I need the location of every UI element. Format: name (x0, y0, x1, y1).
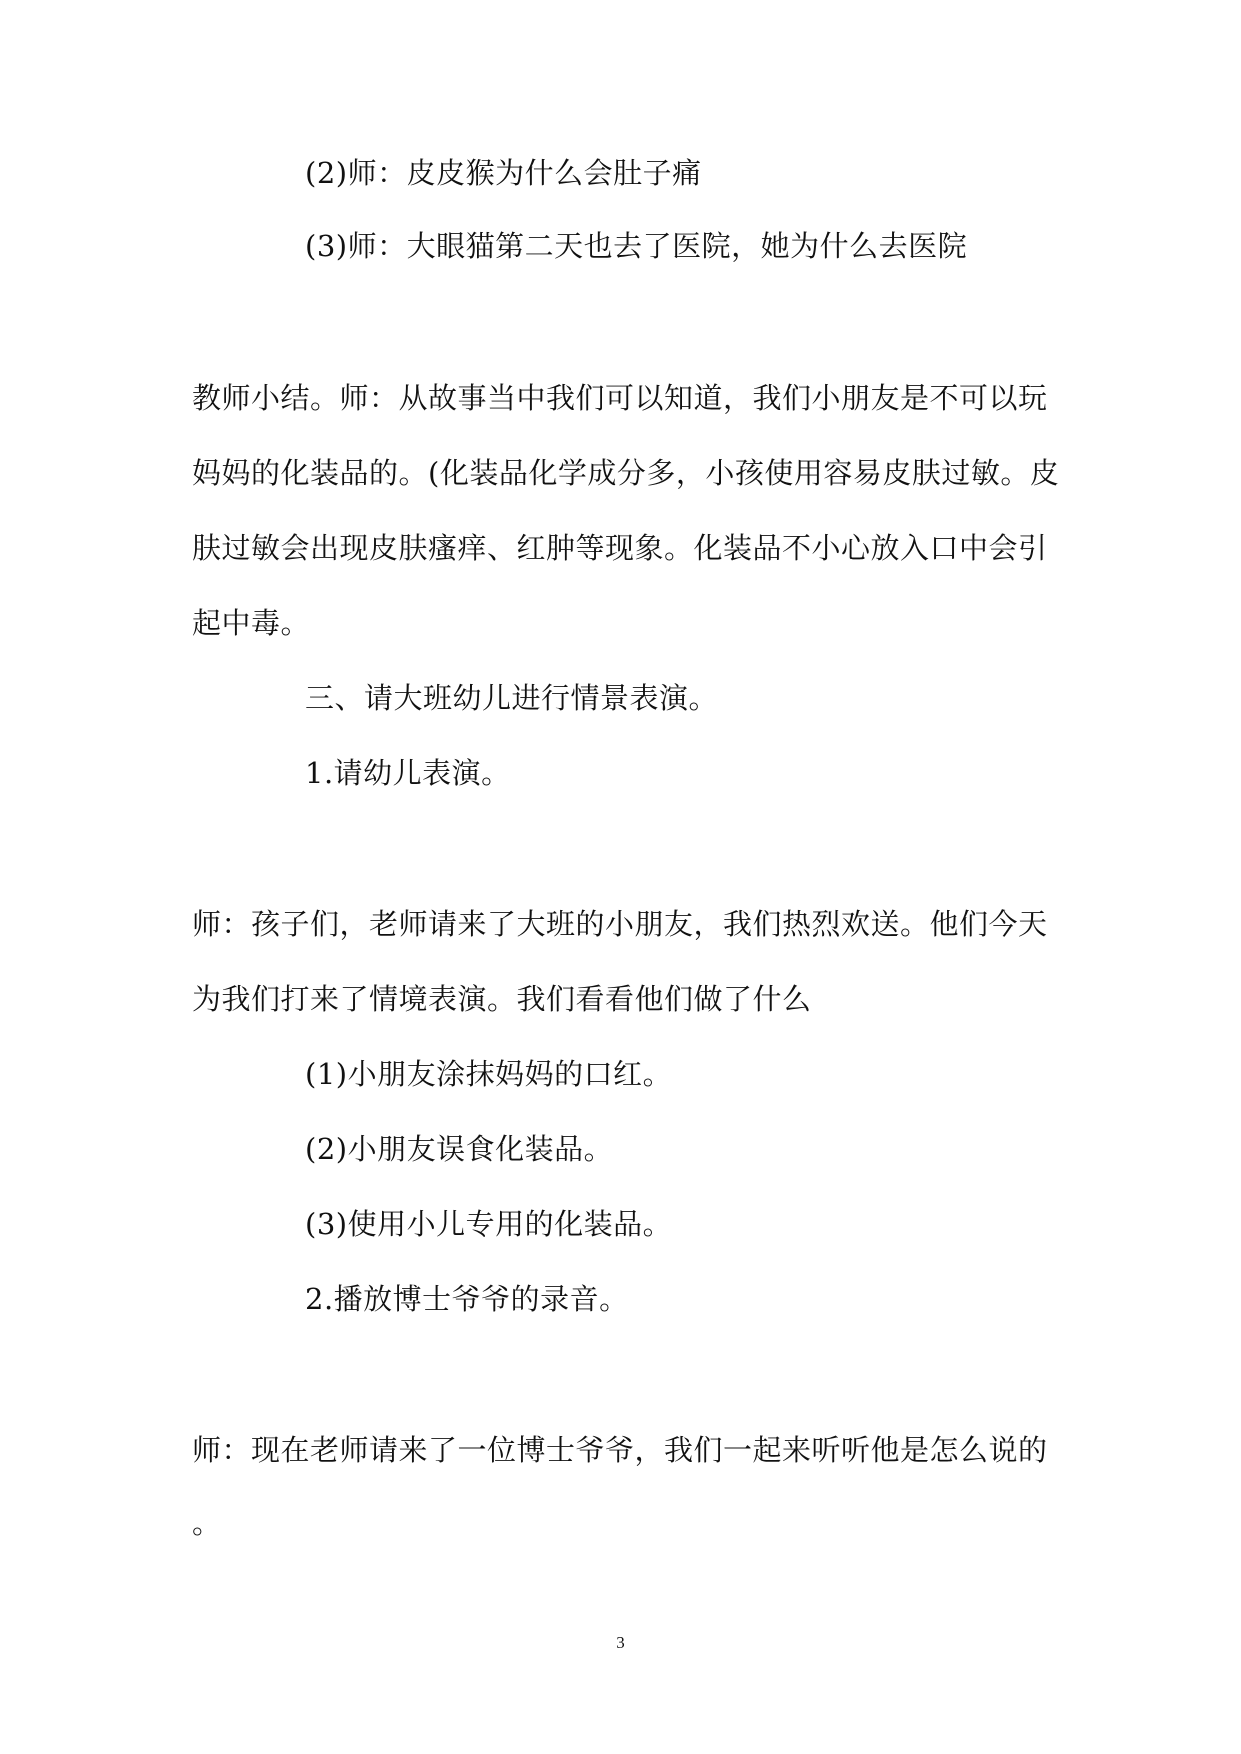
text-line: 教师小结。师：从故事当中我们可以知道，我们小朋友是不可以玩 (192, 381, 1048, 415)
text-line: 为我们打来了情境表演。我们看看他们做了什么 (192, 982, 812, 1016)
text-line: 。 (192, 1506, 222, 1540)
text-line: 2.播放博士爷爷的录音。 (305, 1282, 629, 1316)
text-line: 师：现在老师请来了一位博士爷爷，我们一起来听听他是怎么说的 (192, 1433, 1048, 1467)
text-line: (1)小朋友涂抹妈妈的口红。 (305, 1057, 673, 1091)
text-line: (3)使用小儿专用的化装品。 (305, 1207, 673, 1241)
text-line: 1.请幼儿表演。 (305, 756, 511, 790)
text-line: (2)师：皮皮猴为什么会肚子痛 (305, 156, 702, 190)
text-line: 肤过敏会出现皮肤瘙痒、红肿等现象。化装品不小心放入口中会引 (192, 531, 1048, 565)
text-line: 妈妈的化装品的。(化装品化学成分多，小孩使用容易皮肤过敏。皮 (192, 456, 1060, 490)
text-line: (3)师：大眼猫第二天也去了医院，她为什么去医院 (305, 229, 968, 263)
page-number: 3 (616, 1633, 625, 1652)
text-line: 起中毒。 (192, 606, 311, 640)
text-line: (2)小朋友误食化装品。 (305, 1132, 614, 1166)
section-heading: 三、请大班幼儿进行情景表演。 (305, 681, 719, 715)
text-line: 师：孩子们，老师请来了大班的小朋友，我们热烈欢送。他们今天 (192, 907, 1048, 941)
